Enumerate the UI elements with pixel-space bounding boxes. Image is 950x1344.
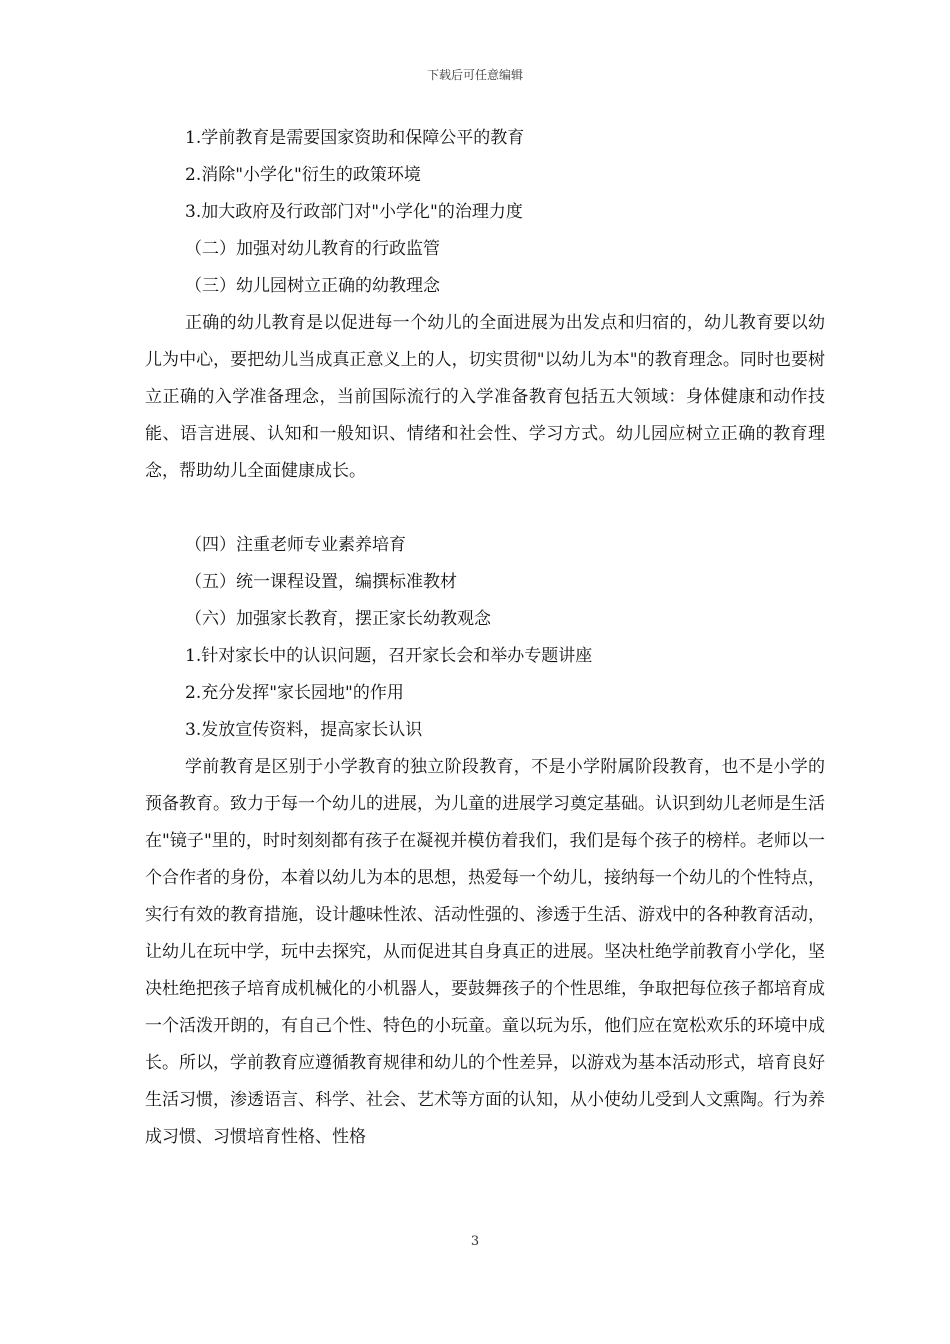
section-heading-2: （二）加强对幼儿教育的行政监管 [185, 239, 440, 259]
sub-item-2: 2.充分发挥"家长园地"的作用 [185, 683, 404, 703]
list-item-2: 2.消除"小学化"衍生的政策环境 [185, 165, 421, 185]
sub-item-3: 3.发放宣传资料，提高家长认识 [185, 720, 423, 740]
section-heading-3: （三）幼儿园树立正确的幼教理念 [185, 276, 440, 296]
section-heading-5: （五）统一课程设置，编撰标准教材 [185, 572, 457, 592]
page-number: 3 [470, 1234, 480, 1249]
page-header: 下载后可任意编辑 [426, 68, 523, 82]
document-body [145, 120, 825, 1156]
list-item-3: 3.加大政府及行政部门对"小学化"的治理力度 [185, 202, 523, 222]
sub-item-1: 1.针对家长中的认识问题，召开家长会和举办专题讲座 [185, 646, 593, 666]
blank-line [145, 490, 825, 527]
section-heading-4: （四）注重老师专业素养培育 [185, 535, 406, 555]
section-heading-6: （六）加强家长教育，摆正家长幼教观念 [185, 609, 491, 629]
paragraph-1: 正确的幼儿教育是以促进每一个幼儿的全面进展为出发点和归宿的，幼儿教育要以幼儿为中心，要把幼儿当成真正意义上的人，切实贯彻"以幼儿为本"的教育理念。同时也要树立正确的入学准备理念，当前国际流行的入学准备教育包括五大领域：身体健康和动作技能、语言进展、认知和一般知识、情绪和社会性、学习方式。幼儿园应树立正确的教育理念，帮助幼儿全面健康成长。 [145, 313, 825, 481]
paragraph-2: 学前教育是区别于小学教育的独立阶段教育，不是小学附属阶段教育，也不是小学的预备教育。致力于每一个幼儿的进展，为儿童的进展学习奠定基础。认识到幼儿老师是生活在"镜子"里的，时时刻刻都有孩子在凝视并模仿着我们，我们是每个孩子的榜样。老师以一个合作者的身份，本着以幼儿为本的思想，热爱每一个幼儿，接纳每一个幼儿的个性特点，实行有效的教育措施，设计趣味性浓、活动性强的、渗透于生活、游戏中的各种教育活动，让幼儿在玩中学，玩中去探究，从而促进其自身真正的进展。坚决杜绝学前教育小学化，坚决杜绝把孩子培育成机械化的小机器人，要鼓舞孩子的个性思维，争取把每位孩子都培育成一个活泼开朗的，有自己个性、特色的小玩童。童以玩为乐，他们应在宽松欢乐的环境中成长。所以，学前教育应遵循教育规律和幼儿的个性差异，以游戏为基本活动形式，培育良好生活习惯，渗透语言、科学、社会、艺术等方面的认知，从小使幼儿受到人文熏陶。行为养成习惯、习惯培育性格、性格 [145, 757, 825, 1147]
list-item-1: 1.学前教育是需要国家资助和保障公平的教育 [185, 128, 525, 148]
